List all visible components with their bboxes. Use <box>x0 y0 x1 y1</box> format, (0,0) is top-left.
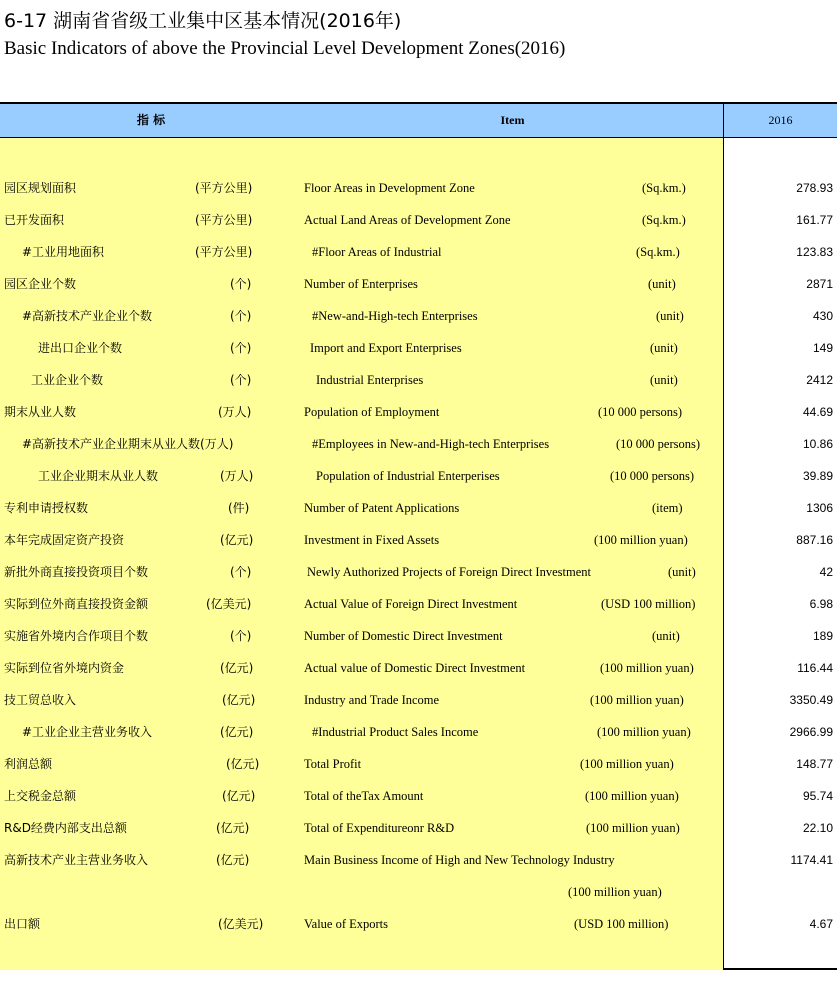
indicator-en: Total of theTax Amount <box>304 789 424 803</box>
page-title-english: Basic Indicators of above the Provincial Level Development Zones(2016) <box>4 38 566 59</box>
page-title-chinese: 6-17 湖南省省级工业集中区基本情况(2016年) <box>4 10 402 32</box>
value-2016: 42 <box>819 565 833 579</box>
indicator-en-unit: (Sq.km.) <box>636 245 680 259</box>
indicator-en: #Employees in New-and-High-tech Enterprises <box>312 437 550 451</box>
indicator-cn: 园区企业个数 <box>4 277 77 291</box>
value-2016: 2412 <box>806 373 833 387</box>
indicator-cn: 实施省外境内合作项目个数 <box>4 629 149 643</box>
indicator-en-unit: (unit) <box>648 277 676 291</box>
table-row <box>0 908 837 940</box>
indicator-cn: 期末从业人数 <box>4 405 77 419</box>
value-2016: 1174.41 <box>790 853 833 867</box>
indicator-en: #New-and-High-tech Enterprises <box>312 309 478 323</box>
indicator-en: Main Business Income of High and New Technology Industry <box>304 853 615 867</box>
indicator-en-unit: (USD 100 million) <box>601 597 696 611</box>
indicator-cn-unit: (件) <box>228 501 250 515</box>
indicator-cn: 园区规划面积 <box>4 181 77 195</box>
indicator-cn-unit: (亿美元) <box>206 597 252 611</box>
indicator-cn-unit: (个) <box>230 309 252 323</box>
value-2016: 39.89 <box>802 469 833 483</box>
indicator-en: Newly Authorized Projects of Foreign Direct Investment <box>307 565 591 579</box>
table-row <box>0 332 837 364</box>
value-2016: 2966.99 <box>789 725 833 739</box>
indicator-cn-unit: (亿美元) <box>218 917 264 931</box>
table-row <box>0 236 837 268</box>
indicator-cn-unit: (个) <box>230 373 252 387</box>
indicator-en-unit: (100 million yuan) <box>585 789 679 803</box>
table-row <box>0 684 837 716</box>
indicator-cn: 高新技术产业主营业务收入 <box>4 853 149 867</box>
table-row <box>0 460 837 492</box>
indicator-cn: #工业企业主营业务收入 <box>22 725 153 739</box>
indicator-cn-unit: (亿元) <box>220 661 254 675</box>
indicator-en-unit: (100 million yuan) <box>600 661 694 675</box>
indicator-en: Actual Land Areas of Development Zone <box>304 213 511 227</box>
indicator-en: Investment in Fixed Assets <box>304 533 440 547</box>
table-row <box>0 812 837 844</box>
value-2016: 22.10 <box>802 821 833 835</box>
indicator-cn: #工业用地面积 <box>22 245 105 259</box>
indicator-cn-unit: (平方公里) <box>195 181 253 195</box>
indicator-en-unit: (unit) <box>650 373 678 387</box>
indicator-cn: 实际到位外商直接投资金额 <box>4 597 149 611</box>
indicator-en: Total of Expenditureonr R&D <box>304 821 455 835</box>
value-2016: 887.16 <box>796 533 833 547</box>
indicator-cn-unit: (万人) <box>218 405 252 419</box>
value-2016: 44.69 <box>802 405 833 419</box>
indicator-en: Number of Enterprises <box>304 277 418 291</box>
table-header <box>0 104 837 138</box>
value-2016: 148.77 <box>796 757 833 771</box>
indicator-cn: #高新技术产业企业期末从业人数(万人) <box>22 437 234 451</box>
indicator-en: Value of Exports <box>304 917 389 931</box>
table-row <box>0 524 837 556</box>
value-2016: 123.83 <box>796 245 833 259</box>
indicator-cn: 本年完成固定资产投资 <box>4 533 125 547</box>
indicator-cn: 进出口企业个数 <box>38 341 123 355</box>
header-item: Item <box>500 113 525 127</box>
indicator-en: Import and Export Enterprises <box>310 341 462 355</box>
indicator-en-unit: (Sq.km.) <box>642 213 686 227</box>
indicator-en-unit: (unit) <box>656 309 684 323</box>
indicator-en: Number of Domestic Direct Investment <box>304 629 503 643</box>
indicator-en: Industrial Enterprises <box>316 373 424 387</box>
table-row <box>0 652 837 684</box>
indicator-en: Industry and Trade Income <box>304 693 440 707</box>
table-row <box>0 748 837 780</box>
indicator-en-unit: (100 million yuan) <box>580 757 674 771</box>
table-row <box>0 780 837 812</box>
indicator-en-unit: (USD 100 million) <box>574 917 669 931</box>
value-2016: 4.67 <box>809 917 833 931</box>
value-2016: 189 <box>812 629 833 643</box>
table-row <box>0 492 837 524</box>
indicator-cn-unit: (平方公里) <box>195 245 253 259</box>
table-row <box>0 172 837 204</box>
value-2016: 95.74 <box>802 789 833 803</box>
value-2016: 116.44 <box>797 661 833 675</box>
indicator-cn-unit: (个) <box>230 629 252 643</box>
indicator-en-unit: (10 000 persons) <box>610 469 695 483</box>
indicator-cn: 技工贸总收入 <box>4 693 77 707</box>
table-row <box>0 620 837 652</box>
indicator-cn-unit: (亿元) <box>220 725 254 739</box>
table-row <box>0 844 837 876</box>
indicator-en-unit: (item) <box>652 501 683 515</box>
indicator-en-unit: (100 million yuan) <box>594 533 688 547</box>
indicator-cn: 利润总额 <box>4 757 53 771</box>
indicator-cn: 专利申请授权数 <box>4 501 89 515</box>
indicator-en-unit: (100 million yuan) <box>586 821 680 835</box>
table-row <box>0 716 837 748</box>
indicator-en: Actual value of Domestic Direct Investment <box>304 661 526 675</box>
indicator-en: #Floor Areas of Industrial <box>312 245 442 259</box>
table-row <box>0 204 837 236</box>
value-2016: 2871 <box>806 277 833 291</box>
value-2016: 10.86 <box>802 437 833 451</box>
indicator-cn-unit: (亿元) <box>216 853 250 867</box>
indicator-en: Actual Value of Foreign Direct Investment <box>304 597 518 611</box>
header-year: 2016 <box>723 104 837 137</box>
table-row <box>0 396 837 428</box>
table-row <box>0 876 837 908</box>
value-2016: 3350.49 <box>789 693 833 707</box>
indicator-cn: 上交税金总额 <box>4 789 77 803</box>
value-2016: 6.98 <box>809 597 833 611</box>
indicator-cn-unit: (亿元) <box>226 757 260 771</box>
value-2016: 430 <box>812 309 833 323</box>
value-2016: 1306 <box>806 501 833 515</box>
indicator-en-unit: (100 million yuan) <box>597 725 691 739</box>
indicator-cn-unit: (亿元) <box>222 789 256 803</box>
value-2016: 149 <box>812 341 833 355</box>
value-2016: 278.93 <box>796 181 833 195</box>
indicator-en: Population of Industrial Enterperises <box>316 469 500 483</box>
table-row <box>0 428 837 460</box>
indicator-cn-unit: (平方公里) <box>195 213 253 227</box>
indicator-cn: 已开发面积 <box>4 213 65 227</box>
indicator-en: Total Profit <box>304 757 362 771</box>
indicator-cn: 新批外商直接投资项目个数 <box>4 565 149 579</box>
indicator-cn-unit: (万人) <box>220 469 254 483</box>
indicator-cn-unit: (亿元) <box>216 821 250 835</box>
indicator-cn: #高新技术产业企业个数 <box>22 309 153 323</box>
value-2016: 161.77 <box>796 213 833 227</box>
table-row <box>0 556 837 588</box>
indicator-en-unit: (unit) <box>652 629 680 643</box>
header-indicator: 指 标 <box>136 113 166 127</box>
indicator-en: Floor Areas in Development Zone <box>304 181 475 195</box>
table-row <box>0 364 837 396</box>
indicator-cn-unit: (个) <box>230 341 252 355</box>
indicator-cn: 实际到位省外境内资金 <box>4 661 125 675</box>
table-row <box>0 300 837 332</box>
indicator-en-unit: (unit) <box>650 341 678 355</box>
indicator-cn: 出口额 <box>4 917 41 931</box>
indicator-cn-unit: (亿元) <box>220 533 254 547</box>
indicator-en-unit: (10 000 persons) <box>598 405 683 419</box>
indicator-cn-unit: (亿元) <box>222 693 256 707</box>
indicators-table <box>0 102 837 970</box>
indicator-en-unit: (100 million yuan) <box>568 885 662 899</box>
indicator-en: Number of Patent Applications <box>304 501 460 515</box>
indicator-cn: R&D经费内部支出总额 <box>4 821 127 835</box>
indicator-cn: 工业企业个数 <box>31 373 104 387</box>
indicator-en-unit: (10 000 persons) <box>616 437 701 451</box>
indicator-en: Population of Employment <box>304 405 440 419</box>
indicator-cn: 工业企业期末从业人数 <box>38 469 159 483</box>
indicator-cn-unit: (个) <box>230 565 252 579</box>
indicator-cn-unit: (个) <box>230 277 252 291</box>
indicator-en-unit: (Sq.km.) <box>642 181 686 195</box>
table-row <box>0 588 837 620</box>
indicator-en: #Industrial Product Sales Income <box>312 725 479 739</box>
indicator-en-unit: (100 million yuan) <box>590 693 684 707</box>
indicator-en-unit: (unit) <box>668 565 696 579</box>
table-row <box>0 268 837 300</box>
